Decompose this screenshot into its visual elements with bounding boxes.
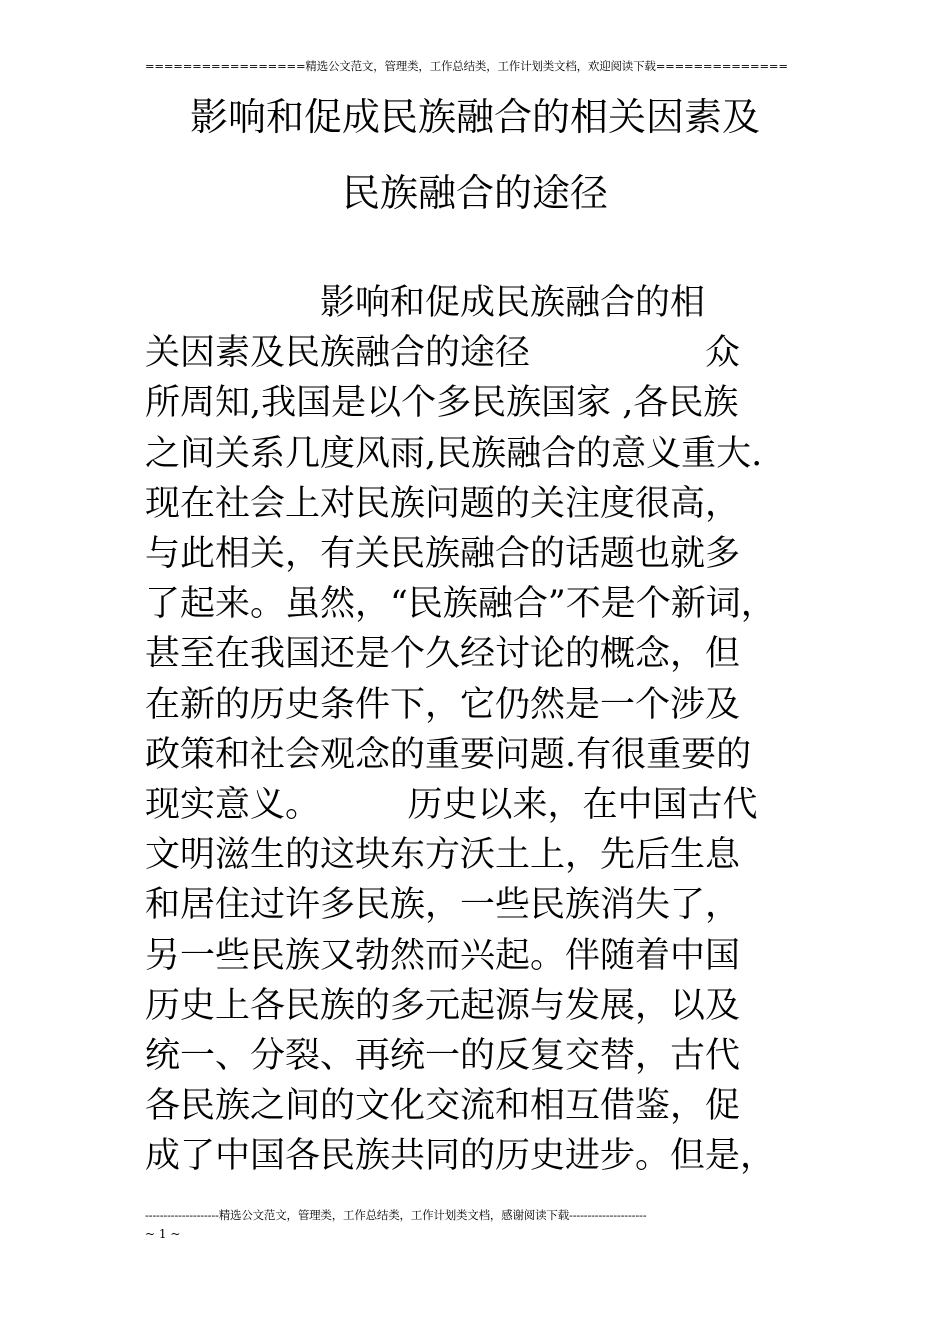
body-line: 成了中国各民族共同的历史进步。但是， xyxy=(145,1136,776,1177)
document-title-line-2: 民族融合的途径 xyxy=(341,171,608,215)
body-line: 政策和社会观念的重要问题.有很重要的 xyxy=(145,734,752,775)
body-line: 之间关系几度风雨,民族融合的意义重大. xyxy=(145,433,763,474)
body-line: 了起来。虽然，“民族融合”不是个新词， xyxy=(145,584,776,625)
body-line: 各民族之间的文化交流和相互借鉴，促 xyxy=(145,1086,741,1127)
body-line: 关因素及民族融合的途径 众 xyxy=(145,333,741,374)
document-title-line-1: 影响和促成民族融合的相关因素及 xyxy=(189,95,760,139)
body-line: 影响和促成民族融合的相 xyxy=(145,283,706,323)
body-line: 历史上各民族的多元起源与发展，以及 xyxy=(145,985,741,1026)
body-line: 和居住过许多民族，一些民族消失了， xyxy=(145,885,741,926)
body-line: 与此相关，有关民族融合的话题也就多 xyxy=(145,534,741,574)
footer-banner: --------------------精选公文范文，管理类，工作总结类，工作计划类文档，感谢阅读下载--------------------- xyxy=(145,1208,647,1222)
page-number: ~ 1 ~ xyxy=(145,1227,181,1241)
body-line: 所周知,我国是以个多民族国家 ,各民族 xyxy=(145,383,739,424)
body-line: 另一些民族又勃然而兴起。伴随着中国 xyxy=(145,935,741,976)
body-line: 现在社会上对民族问题的关注度很高， xyxy=(145,483,741,524)
header-banner: =================精选公文范文，管理类，工作总结类，工作计划类文档，欢迎阅读下载============== xyxy=(145,59,788,73)
body-line: 文明滋生的这块东方沃土上，先后生息 xyxy=(145,835,741,876)
body-line: 甚至在我国还是个久经讨论的概念，但 xyxy=(145,634,741,675)
body-line: 在新的历史条件下，它仍然是一个涉及 xyxy=(145,684,741,725)
body-line: 现实意义。 历史以来，在中国古代 xyxy=(145,785,758,825)
body-line: 统一、分裂、再统一的反复交替，古代 xyxy=(145,1036,741,1076)
